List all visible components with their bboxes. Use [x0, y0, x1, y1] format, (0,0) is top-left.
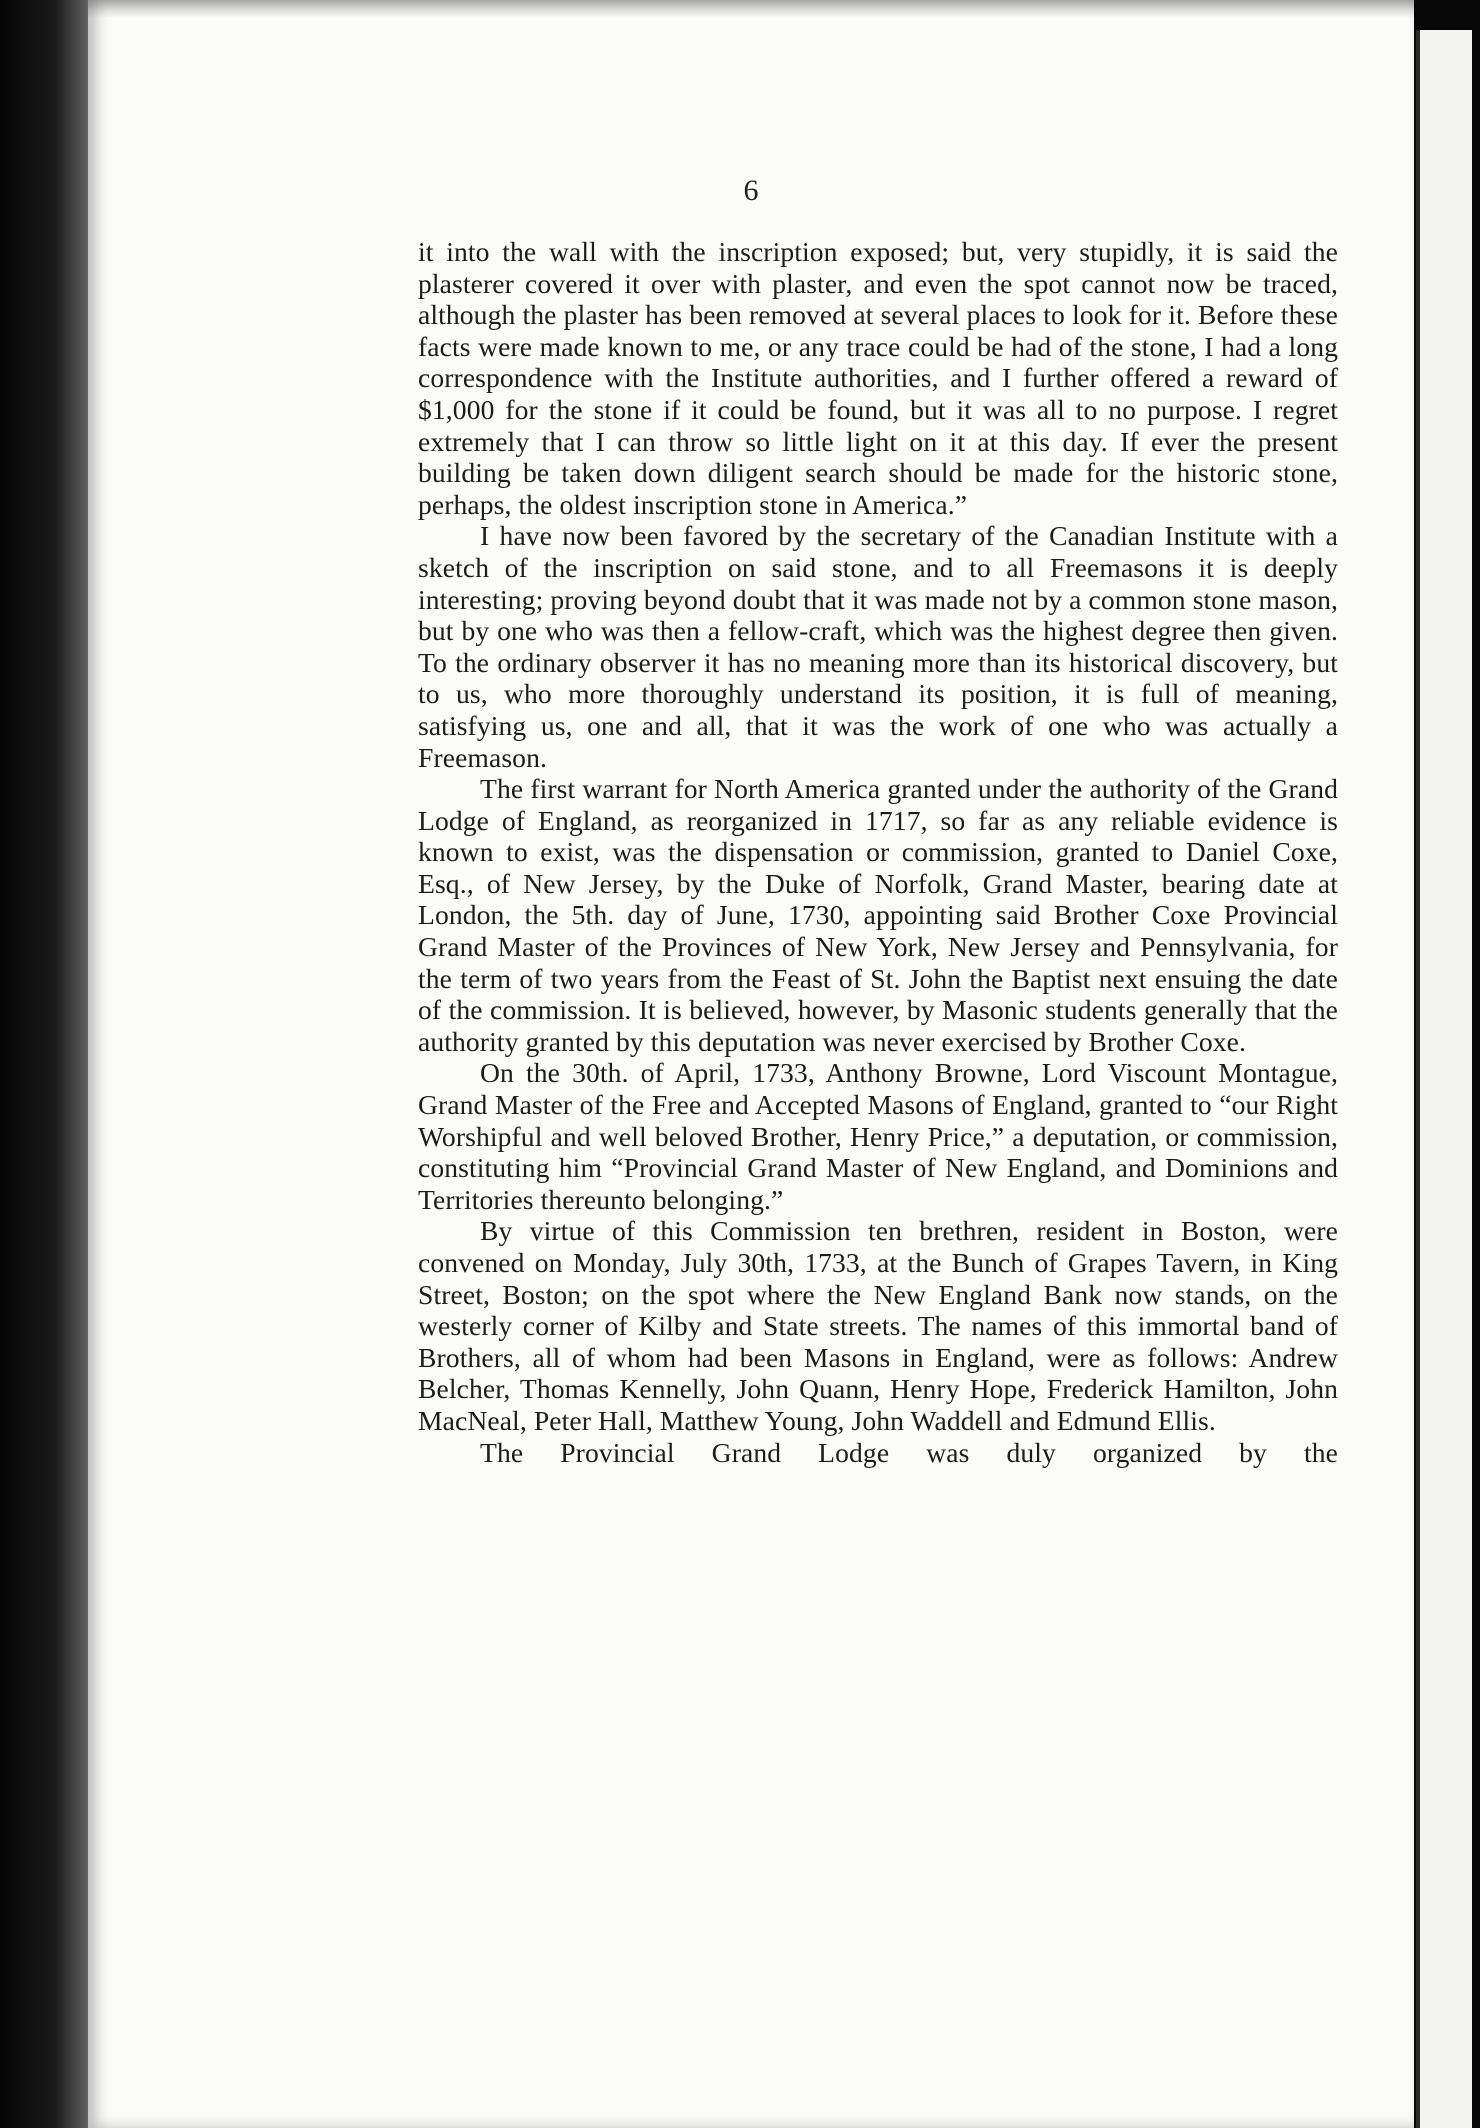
paragraph-4: On the 30th. of April, 1733, Anthony Browne, Lord Viscount Montague, Grand Master of the Free and Accepted Masons of England, granted to “our Right Worshipful and well beloved Brother, Henry Price,” a deputation, or commission, constituting him “Provincial Grand Master of New England, and Dominions and Territories thereunto belonging.” [418, 1057, 1338, 1215]
page-top-shadow [88, 0, 1414, 18]
paragraph-5: By virtue of this Commission ten brethren, resident in Boston, were convened on Monday, July 30th, 1733, at the Bunch of Grapes Tavern, in King Street, Boston; on the spot where the New England Bank now stands, on the westerly corner of Kilby and State streets. The names of this immortal band of Brothers, all of whom had been Masons in England, were as follows: Andrew Belcher, Thomas Kennelly, John Quann, Henry Hope, Frederick Hamilton, John MacNeal, Peter Hall, Matthew Young, John Waddell and Edmund Ellis. [418, 1215, 1338, 1436]
book-page [88, 0, 1414, 2128]
scan-left-edge [0, 0, 100, 2128]
page-number: 6 [743, 174, 759, 207]
adjacent-page-edge [1416, 30, 1472, 2128]
paragraph-3: The first warrant for North America granted under the authority of the Grand Lodge of England, as reorganized in 1717, so far as any reliable evidence is known to exist, was the dispensation or commission, granted to Daniel Coxe, Esq., of New Jersey, by the Duke of Norfolk, Grand Master, bearing date at London, the 5th. day of June, 1730, appointing said Brother Coxe Provincial Grand Master of the Provinces of New York, New Jersey and Pennsylvania, for the term of two years from the Feast of St. John the Baptist next ensuing the date of the commission. It is believed, however, by Masonic students generally that the authority granted by this deputation was never exercised by Brother Coxe. [418, 773, 1338, 1057]
paragraph-2: I have now been favored by the secretary of the Canadian Institute with a sketch of the inscription on said stone, and to all Freemasons it is deeply interesting; proving beyond doubt that it was made not by a common stone mason, but by one who was then a fellow-craft, which was the highest degree then given. To the ordinary observer it has no meaning more than its historical discovery, but to us, who more thoroughly understand its position, it is full of meaning, satisfying us, one and all, that it was the work of one who was actually a Freemason. [418, 520, 1338, 773]
body-text [418, 236, 1338, 1468]
paragraph-6: The Provincial Grand Lodge was duly organized by the [480, 1436, 1338, 1468]
paragraph-1: it into the wall with the inscription exposed; but, very stupidly, it is said the plasterer covered it over with plaster, and even the spot cannot now be traced, although the plaster has been removed at several places to look for it. Before these facts were made known to me, or any trace could be had of the stone, I had a long correspondence with the Institute authorities, and I further offered a reward of $1,000 for the stone if it could be found, but it was all to no purpose. I regret extremely that I can throw so little light on it at this day. If ever the present building be taken down diligent search should be made for the historic stone, perhaps, the oldest inscription stone in America.” [418, 236, 1338, 520]
